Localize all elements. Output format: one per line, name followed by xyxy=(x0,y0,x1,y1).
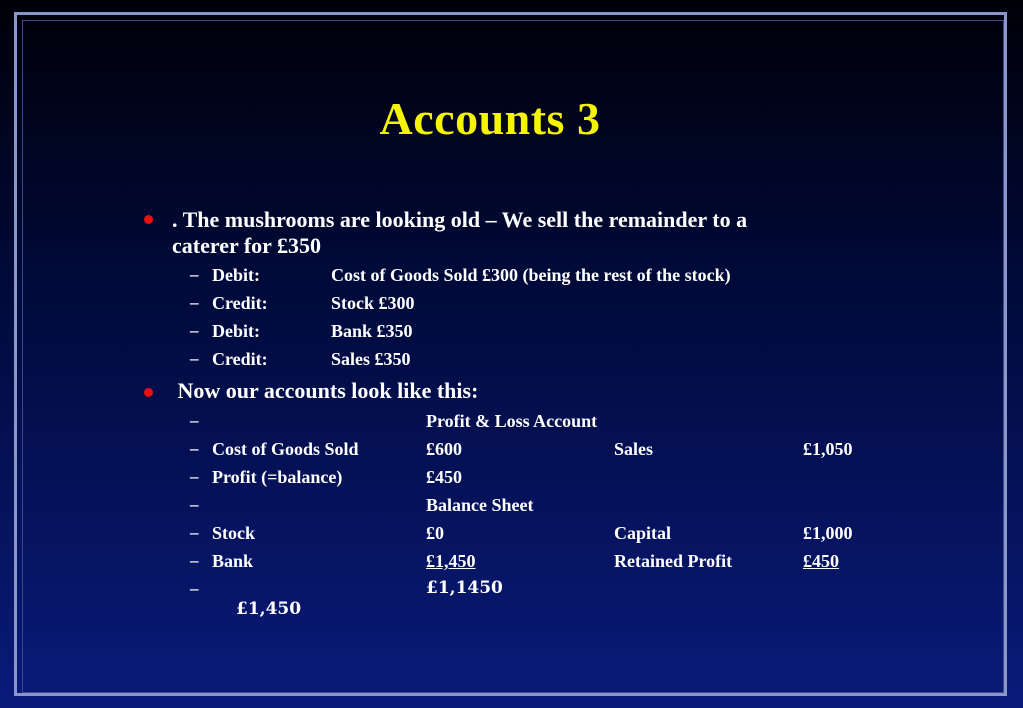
bs-row-right-value: £450 xyxy=(803,551,839,571)
dash: – xyxy=(190,349,199,368)
pl-row-value: £450 xyxy=(426,467,462,487)
bs-row-right-label: Retained Profit xyxy=(614,551,733,571)
bs-total-left: £1,1450 xyxy=(426,578,503,598)
bullet-dot-2 xyxy=(144,388,153,397)
dash: – xyxy=(190,551,199,570)
entry-detail: Stock £300 xyxy=(331,293,415,313)
bs-row-value: £1,450 xyxy=(426,551,476,571)
pl-row-label: Profit (=balance) xyxy=(212,467,343,487)
dash: – xyxy=(190,411,199,430)
pl-heading: Profit & Loss Account xyxy=(426,411,598,431)
entry-label: Debit: xyxy=(212,321,260,341)
bullet1-line2: caterer for £350 xyxy=(172,233,322,258)
bullet-dot-1 xyxy=(144,215,153,224)
dash: – xyxy=(190,321,199,340)
dash: – xyxy=(190,439,199,458)
bullet1-line1: . The mushrooms are looking old – We sell the remainder to a xyxy=(172,207,748,232)
bullet2-text: Now our accounts look like this: xyxy=(172,378,479,403)
dash: – xyxy=(190,579,199,598)
dash: – xyxy=(190,495,199,514)
dash: – xyxy=(190,467,199,486)
pl-row-right-value: £1,050 xyxy=(803,439,853,459)
bs-row-label: Bank xyxy=(212,551,254,571)
bs-heading: Balance Sheet xyxy=(426,495,534,515)
dash: – xyxy=(190,293,199,312)
pl-row-value: £600 xyxy=(426,439,462,459)
dash: – xyxy=(190,265,199,284)
bs-total-right: £1,450 xyxy=(236,599,302,619)
dash: – xyxy=(190,523,199,542)
slide-title: Accounts 3 xyxy=(379,93,601,144)
bs-row-label: Stock xyxy=(212,523,256,543)
entry-label: Credit: xyxy=(212,349,268,369)
entry-detail: Cost of Goods Sold £300 (being the rest of the stock) xyxy=(331,265,731,285)
entry-detail: Sales £350 xyxy=(331,349,411,369)
entry-label: Debit: xyxy=(212,265,260,285)
entry-detail: Bank £350 xyxy=(331,321,413,341)
bs-row-right-label: Capital xyxy=(614,523,672,543)
pl-row-right-label: Sales xyxy=(614,439,654,459)
entry-label: Credit: xyxy=(212,293,268,313)
bs-row-value: £0 xyxy=(426,523,444,543)
bs-row-right-value: £1,000 xyxy=(803,523,853,543)
pl-row-label: Cost of Goods Sold xyxy=(212,439,359,459)
